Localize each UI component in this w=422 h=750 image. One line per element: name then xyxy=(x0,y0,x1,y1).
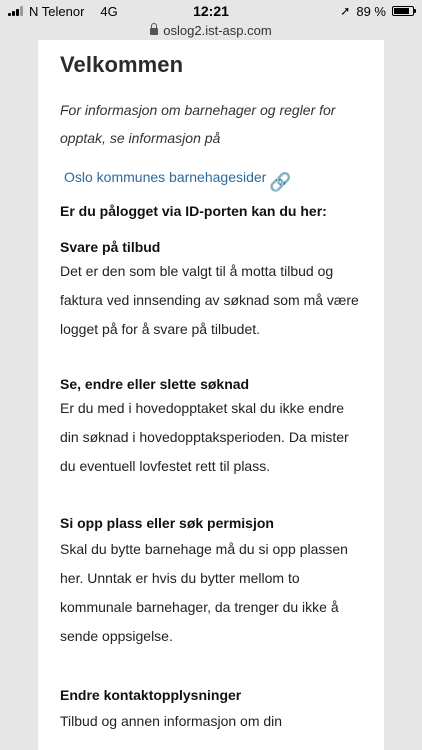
signal-icon xyxy=(8,6,23,16)
location-arrow-icon: ➚ xyxy=(340,4,351,18)
network-type: 4G xyxy=(100,3,118,19)
status-right xyxy=(340,4,414,19)
section-text-svare: Det er den som ble valgt til å motta tilbud og faktura ved innsending av søknad som må være logget på for å svare på tilbudet. xyxy=(60,263,359,337)
carrier-name: N Telenor xyxy=(29,3,85,19)
section-text-soknad: Er du med i hovedopptaket skal du ikke endre din søknad i hovedopptaksperioden. Da mister du eventuell lovfestet rett til plass. xyxy=(60,400,349,474)
status-time: 12:21 xyxy=(193,3,229,19)
section-title-kontakt: Endre kontaktopplysninger xyxy=(60,687,242,703)
url-bar[interactable] xyxy=(0,20,422,40)
link-row xyxy=(64,166,362,192)
section-title-oppsigelse: Si opp plass eller søk permisjon xyxy=(60,515,274,531)
status-left xyxy=(8,4,118,19)
section-text-oppsigelse: Skal du bytte barnehage må du si opp plassen her. Unntak er hvis du bytter mellom to kommunale barnehager, da trenger du ikke å sende oppsigelse. xyxy=(60,541,348,644)
content-panel xyxy=(38,40,384,750)
section-text-kontakt: Tilbud og annen informasjon om din xyxy=(60,713,283,729)
section-title-soknad: Se, endre eller slette søknad xyxy=(60,376,250,392)
id-porten-heading: Er du pålogget via ID-porten kan du her: xyxy=(60,203,327,219)
lock-icon xyxy=(150,28,158,35)
oslo-barnehage-link[interactable]: Oslo kommunes barnehagesider xyxy=(64,168,267,185)
status-bar xyxy=(0,0,422,22)
page-title: Velkommen xyxy=(60,52,184,77)
chain-link-icon: 🔗 xyxy=(269,172,292,192)
section-title-svare: Svare på tilbud xyxy=(60,239,161,255)
battery-percent: 89 % xyxy=(356,3,386,19)
url-text: oslog2.ist-asp.com xyxy=(163,22,272,38)
battery-icon xyxy=(392,6,414,16)
intro-text: For informasjon om barnehager og regler for opptak, se informasjon på xyxy=(60,102,336,146)
